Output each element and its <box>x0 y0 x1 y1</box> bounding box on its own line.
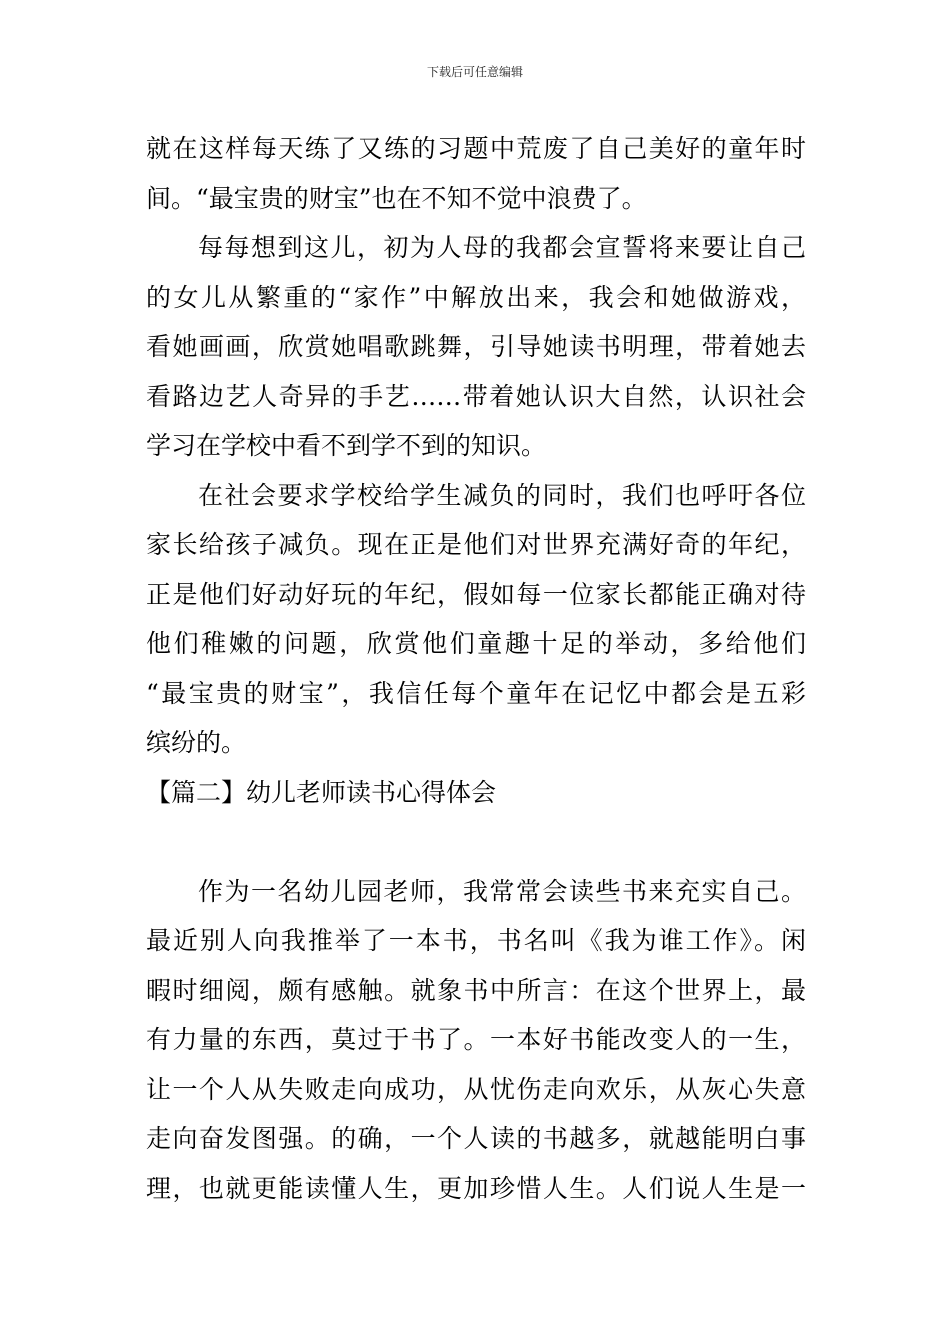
text-line: 他们稚嫩的问题，欣赏他们童趣十足的举动，多给他们 <box>146 629 806 658</box>
section-heading: 【篇二】幼儿老师读书心得体会 <box>146 777 497 807</box>
text-line: 缤纷的。 <box>146 728 247 757</box>
document-body <box>146 124 806 1213</box>
text-line: 正是他们好动好玩的年纪，假如每一位家长都能正确对待 <box>146 579 806 609</box>
paragraph <box>146 471 806 768</box>
text-line: 让一个人从失败走向成功，从忧伤走向欢乐，从灰心失意 <box>146 1074 806 1104</box>
paragraph <box>146 223 806 471</box>
page-header: 下载后可任意编辑 <box>426 65 523 79</box>
paragraph <box>146 124 806 223</box>
text-line: 每每想到这儿，初为人母的我都会宣誓将来要让自己 <box>198 233 806 262</box>
text-line: 作为一名幼儿园老师，我常常会读些书来充实自己。 <box>198 876 806 906</box>
text-line: “最宝贵的财宝”，我信任每个童年在记忆中都会是五彩 <box>146 678 806 708</box>
text-line: 在社会要求学校给学生减负的同时，我们也呼吁各位 <box>198 480 806 510</box>
text-line: 最近别人向我推举了一本书，书名叫《我为谁工作》。闲 <box>146 926 806 955</box>
text-line: 间。“最宝贵的财宝”也在不知不觉中浪费了。 <box>146 183 647 213</box>
text-line: 学习在学校中看不到学不到的知识。 <box>146 431 547 460</box>
blank-line <box>146 817 806 867</box>
text-line: 就在这样每天练了又练的习题中荒废了自己美好的童年时 <box>146 134 806 163</box>
text-line: 看她画画，欣赏她唱歌跳舞，引导她读书明理，带着她去 <box>146 332 806 361</box>
text-line: 有力量的东西，莫过于书了。一本好书能改变人的一生， <box>146 1025 806 1054</box>
text-line: 理，也就更能读懂人生，更加珍惜人生。人们说人生是一 <box>146 1173 806 1203</box>
text-line: 的女儿从繁重的“家作”中解放出来，我会和她做游戏， <box>146 282 806 312</box>
text-line: 看路边艺人奇异的手艺……带着她认识大自然，认识社会 <box>146 381 806 411</box>
text-line: 走向奋发图强。的确，一个人读的书越多，就越能明白事 <box>146 1124 806 1153</box>
text-line: 家长给孩子减负。现在正是他们对世界充满好奇的年纪， <box>146 530 806 559</box>
text-line: 暇时细阅，颇有感触。就象书中所言：在这个世界上，最 <box>146 975 806 1005</box>
paragraph <box>146 867 806 1214</box>
